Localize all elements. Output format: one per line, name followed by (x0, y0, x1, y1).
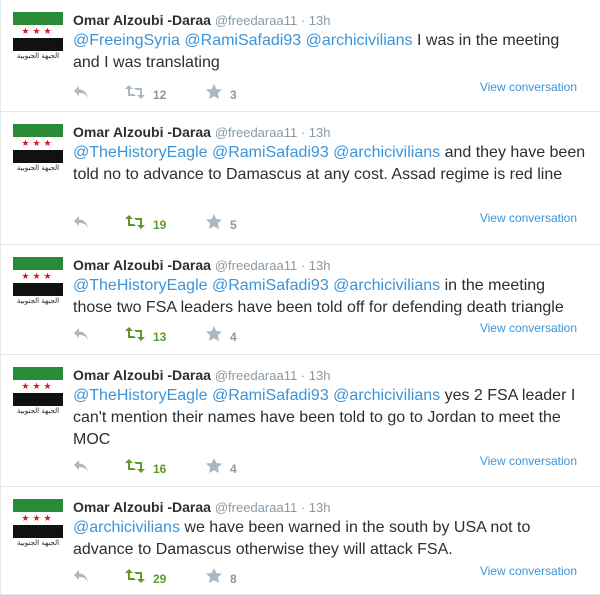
flag-black-band (13, 38, 63, 51)
tweet-header (73, 11, 330, 30)
reply-icon (73, 85, 89, 105)
avatar-caption: الجبهة الجنوبية (16, 52, 60, 60)
flag-green-band (13, 124, 63, 137)
view-conversation-link[interactable]: View conversation (479, 564, 577, 578)
avatar-caption: الجبهة الجنوبية (16, 539, 60, 547)
tweet[interactable] (1, 112, 600, 245)
tweet-body: and they have been told no to advance to Damascus at any cost. Assad regime is red line (73, 144, 586, 183)
flag-green-band (13, 499, 63, 512)
reply-button[interactable] (73, 214, 89, 234)
reply-icon (73, 215, 89, 235)
retweet-button[interactable] (125, 326, 166, 346)
mention-link[interactable]: @archicivilians (333, 277, 441, 294)
author-fullname[interactable]: Omar Alzoubi -Daraa (73, 257, 211, 273)
reply-icon (73, 459, 89, 479)
mention-link[interactable]: @RamiSafadi93 (184, 32, 302, 49)
retweet-count: 13 (153, 329, 167, 344)
avatar-caption: الجبهة الجنوبية (16, 407, 60, 415)
author-username[interactable]: @freedaraa11 (214, 500, 298, 515)
flag-black-band (13, 283, 63, 296)
mention-link[interactable]: @RamiSafadi93 (211, 277, 329, 294)
separator-dot: · (297, 368, 309, 383)
tweet-actions (73, 214, 373, 234)
author-fullname[interactable]: Omar Alzoubi -Daraa (73, 499, 211, 515)
view-conversation-link[interactable]: View conversation (479, 211, 577, 225)
retweet-icon (125, 215, 145, 235)
reply-button[interactable] (73, 458, 89, 478)
author-username[interactable]: @freedaraa11 (214, 368, 298, 383)
tweet-body: we have been warned in the south by USA not to advance to Damascus otherwise they will attack FSA. (73, 519, 531, 558)
author-username[interactable]: @freedaraa11 (214, 258, 298, 273)
flag-white-band (13, 512, 63, 525)
avatar[interactable] (13, 367, 63, 417)
reply-icon (73, 327, 89, 347)
flag-black-band (13, 150, 63, 163)
retweet-count: 12 (153, 87, 167, 102)
retweet-count: 16 (153, 461, 167, 476)
tweet-body: I was in the meeting and I was translating (73, 32, 560, 71)
mention-link[interactable]: @archicivilians (73, 519, 180, 536)
retweet-icon (125, 569, 145, 589)
flag-black-band (13, 525, 63, 538)
reply-button[interactable] (73, 568, 89, 588)
mention-link[interactable]: @RamiSafadi93 (211, 144, 329, 161)
star-icon (206, 458, 222, 479)
flag-white-band (13, 380, 63, 393)
tweet-actions (73, 326, 373, 346)
tweet-actions (73, 458, 373, 478)
star-icon (206, 568, 222, 589)
flag-stars-icon: ★★★ (21, 513, 55, 523)
retweet-icon (125, 459, 145, 479)
favorite-button[interactable] (206, 214, 237, 234)
favorite-count: 4 (230, 461, 237, 476)
favorite-count: 5 (230, 217, 237, 232)
tweet[interactable] (1, 487, 600, 595)
avatar-caption: الجبهة الجنوبية (16, 164, 60, 172)
author-username[interactable]: @freedaraa11 (214, 125, 298, 140)
tweet-header (73, 123, 330, 142)
avatar[interactable] (13, 12, 63, 62)
mention-link[interactable]: @RamiSafadi93 (211, 387, 329, 404)
separator-dot: · (297, 125, 309, 140)
retweet-icon (125, 85, 145, 105)
tweet-header (73, 498, 330, 517)
view-conversation-link[interactable]: View conversation (479, 80, 577, 94)
mention-link[interactable]: @TheHistoryEagle (73, 277, 208, 294)
tweet[interactable] (1, 0, 600, 112)
view-conversation-link[interactable]: View conversation (479, 454, 577, 468)
mention-link[interactable]: @archicivilians (305, 32, 413, 49)
flag-stars-icon: ★★★ (21, 271, 55, 281)
retweet-button[interactable] (125, 568, 166, 588)
favorite-count: 3 (230, 87, 237, 102)
flag-white-band (13, 25, 63, 38)
separator-dot: · (297, 500, 309, 515)
tweet-body: in the meeting those two FSA leaders have been told off for defending death triangle (73, 277, 564, 316)
mention-link[interactable]: @archicivilians (333, 387, 441, 404)
favorite-button[interactable] (206, 458, 237, 478)
tweet-text (73, 517, 588, 561)
retweet-button[interactable] (125, 214, 166, 234)
author-fullname[interactable]: Omar Alzoubi -Daraa (73, 367, 211, 383)
avatar[interactable] (13, 257, 63, 307)
star-icon (206, 84, 222, 105)
star-icon (206, 326, 222, 347)
mention-link[interactable]: @archicivilians (333, 144, 441, 161)
flag-white-band (13, 137, 63, 150)
favorite-button[interactable] (206, 326, 237, 346)
mention-link[interactable]: @TheHistoryEagle (73, 387, 208, 404)
reply-button[interactable] (73, 326, 89, 346)
avatar[interactable] (13, 499, 63, 549)
retweet-icon (125, 327, 145, 347)
avatar[interactable] (13, 124, 63, 174)
tweet-timestamp[interactable]: 13h (308, 258, 331, 273)
retweet-button[interactable] (125, 458, 166, 478)
mention-link[interactable]: @FreeingSyria (73, 32, 180, 49)
flag-green-band (13, 12, 63, 25)
favorite-button[interactable] (206, 84, 237, 104)
tweet-text (73, 275, 588, 319)
tweet-timestamp[interactable]: 13h (308, 125, 331, 140)
author-fullname[interactable]: Omar Alzoubi -Daraa (73, 124, 211, 140)
tweet-body: yes 2 FSA leader I can't mention their names have been told to go to Jordan to meet the MOC (73, 387, 576, 448)
tweet-text (73, 385, 588, 451)
favorite-count: 8 (230, 571, 237, 586)
author-username[interactable]: @freedaraa11 (214, 13, 298, 28)
avatar-caption: الجبهة الجنوبية (16, 297, 60, 305)
favorite-count: 4 (230, 329, 237, 344)
flag-green-band (13, 257, 63, 270)
author-fullname[interactable]: Omar Alzoubi -Daraa (73, 12, 211, 28)
tweet-actions (73, 84, 373, 104)
tweet-header (73, 256, 330, 275)
separator-dot: · (297, 258, 309, 273)
favorite-button[interactable] (206, 568, 237, 588)
flag-stars-icon: ★★★ (21, 381, 55, 391)
flag-stars-icon: ★★★ (21, 26, 55, 36)
separator-dot: · (297, 13, 309, 28)
retweet-count: 29 (153, 571, 167, 586)
flag-green-band (13, 367, 63, 380)
retweet-count: 19 (153, 217, 167, 232)
tweet-text (73, 142, 588, 186)
tweet[interactable] (1, 355, 600, 487)
tweet-timestamp[interactable]: 13h (308, 13, 331, 28)
tweet-timestamp[interactable]: 13h (308, 500, 331, 515)
flag-white-band (13, 270, 63, 283)
star-icon (206, 214, 222, 235)
retweet-button[interactable] (125, 84, 166, 104)
view-conversation-link[interactable]: View conversation (479, 321, 577, 335)
tweet-header (73, 366, 330, 385)
reply-button[interactable] (73, 84, 89, 104)
flag-black-band (13, 393, 63, 406)
mention-link[interactable]: @TheHistoryEagle (73, 144, 208, 161)
tweet-timestamp[interactable]: 13h (308, 368, 331, 383)
flag-stars-icon: ★★★ (21, 138, 55, 148)
tweet-actions (73, 568, 373, 588)
tweet-text (73, 30, 588, 74)
tweet[interactable] (1, 245, 600, 355)
reply-icon (73, 569, 89, 589)
